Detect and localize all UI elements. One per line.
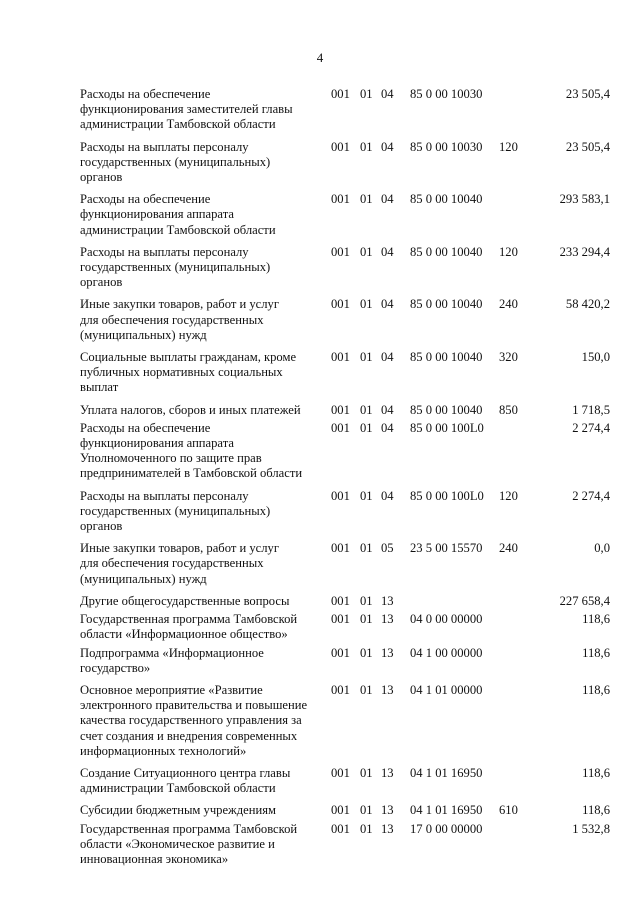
table-row bbox=[80, 541, 610, 587]
section-code: 01 bbox=[360, 612, 373, 627]
expense-name: Социальные выплаты гражданам, кроме публичных нормативных социальных выплат bbox=[80, 350, 297, 395]
admin-code: 001 bbox=[331, 645, 350, 660]
section-code: 01 bbox=[360, 765, 373, 780]
expense-name: Расходы на выплаты персоналу государственных (муниципальных) органов bbox=[80, 244, 271, 290]
section-code: 01 bbox=[360, 645, 373, 660]
table-row bbox=[80, 489, 610, 535]
budget-table bbox=[80, 87, 610, 867]
section-code: 01 bbox=[360, 488, 373, 503]
amount: 118,6 bbox=[582, 682, 610, 697]
expense-name: Расходы на выплаты персоналу государственных (муниципальных) органов bbox=[80, 488, 271, 534]
admin-code: 001 bbox=[331, 682, 350, 697]
expense-type-code: 120 bbox=[499, 488, 518, 503]
amount: 23 505,4 bbox=[565, 139, 610, 154]
section-code: 01 bbox=[360, 192, 373, 207]
target-article-code: 04 0 00 00000 bbox=[410, 612, 483, 627]
subsection-code: 05 bbox=[381, 541, 394, 556]
admin-code: 001 bbox=[331, 612, 350, 627]
admin-code: 001 bbox=[331, 350, 350, 365]
table-row bbox=[80, 766, 610, 796]
table-row bbox=[80, 421, 610, 482]
section-code: 01 bbox=[360, 402, 373, 417]
amount: 23 505,4 bbox=[565, 87, 610, 101]
expense-type-code: 240 bbox=[499, 541, 518, 556]
target-article-code: 85 0 00 10030 bbox=[410, 139, 483, 154]
target-article-code: 17 0 00 00000 bbox=[410, 821, 483, 836]
admin-code: 001 bbox=[331, 541, 350, 556]
expense-name: Государственная программа Тамбовской области «Экономическое развитие и инновационная экономика» bbox=[80, 821, 298, 866]
expense-type-code: 120 bbox=[499, 244, 518, 259]
target-article-code: 85 0 00 10040 bbox=[410, 350, 483, 365]
table-row bbox=[80, 803, 610, 818]
expense-name: Расходы на обеспечение функционирования аппарата администрации Тамбовской области bbox=[80, 192, 276, 237]
subsection-code: 04 bbox=[381, 420, 394, 435]
section-code: 01 bbox=[360, 821, 373, 836]
expense-name: Создание Ситуационного центра главы администрации Тамбовской области bbox=[80, 765, 291, 796]
target-article-code: 85 0 00 10040 bbox=[410, 402, 483, 417]
subsection-code: 13 bbox=[381, 682, 394, 697]
expense-name: Другие общегосударственные вопросы bbox=[80, 593, 290, 608]
admin-code: 001 bbox=[331, 87, 350, 101]
subsection-code: 04 bbox=[381, 192, 394, 207]
table-row bbox=[80, 683, 610, 759]
expense-name: Расходы на обеспечение функционирования заместителей главы администрации Тамбовской области bbox=[80, 87, 293, 132]
table-row bbox=[80, 87, 610, 133]
expense-name: Государственная программа Тамбовской области «Информационное общество» bbox=[80, 612, 298, 642]
table-row bbox=[80, 297, 610, 343]
amount: 227 658,4 bbox=[559, 593, 610, 608]
target-article-code: 04 1 00 00000 bbox=[410, 645, 483, 660]
expense-type-code: 120 bbox=[499, 139, 518, 154]
target-article-code: 85 0 00 10040 bbox=[410, 297, 483, 312]
expense-name: Расходы на обеспечение функционирования аппарата Уполномоченного по защите прав предпринимателей в Тамбовской области bbox=[80, 420, 303, 481]
expense-name: Иные закупки товаров, работ и услуг для обеспечения государственных (муниципальных) нужд bbox=[80, 541, 280, 586]
table-row bbox=[80, 140, 610, 186]
admin-code: 001 bbox=[331, 420, 350, 435]
expense-name: Уплата налогов, сборов и иных платежей bbox=[80, 402, 301, 417]
subsection-code: 13 bbox=[381, 612, 394, 627]
amount: 118,6 bbox=[582, 612, 610, 627]
subsection-code: 04 bbox=[381, 139, 394, 154]
admin-code: 001 bbox=[331, 244, 350, 259]
expense-type-code: 850 bbox=[499, 402, 518, 417]
expense-name: Расходы на выплаты персоналу государственных (муниципальных) органов bbox=[80, 139, 271, 185]
amount: 233 294,4 bbox=[559, 244, 610, 259]
admin-code: 001 bbox=[331, 488, 350, 503]
subsection-code: 13 bbox=[381, 645, 394, 660]
amount: 293 583,1 bbox=[559, 192, 610, 207]
expense-type-code: 240 bbox=[499, 297, 518, 312]
admin-code: 001 bbox=[331, 593, 350, 608]
expense-name: Субсидии бюджетным учреждениям bbox=[80, 803, 276, 818]
table-row bbox=[80, 594, 610, 609]
amount: 58 420,2 bbox=[565, 297, 610, 312]
target-article-code: 04 1 01 16950 bbox=[410, 803, 483, 818]
target-article-code: 04 1 01 16950 bbox=[410, 765, 483, 780]
subsection-code: 04 bbox=[381, 297, 394, 312]
subsection-code: 13 bbox=[381, 765, 394, 780]
amount: 2 274,4 bbox=[572, 420, 610, 435]
target-article-code: 85 0 00 10030 bbox=[410, 87, 483, 101]
section-code: 01 bbox=[360, 139, 373, 154]
section-code: 01 bbox=[360, 803, 373, 818]
table-row bbox=[80, 403, 610, 418]
target-article-code: 85 0 00 100L0 bbox=[410, 420, 484, 435]
target-article-code: 85 0 00 100L0 bbox=[410, 488, 484, 503]
subsection-code: 04 bbox=[381, 87, 394, 101]
expense-type-code: 320 bbox=[499, 350, 518, 365]
section-code: 01 bbox=[360, 682, 373, 697]
subsection-code: 04 bbox=[381, 350, 394, 365]
amount: 118,6 bbox=[582, 645, 610, 660]
expense-type-code: 610 bbox=[499, 803, 518, 818]
page-number: 4 bbox=[316, 50, 324, 65]
table-row bbox=[80, 245, 610, 291]
subsection-code: 13 bbox=[381, 821, 394, 836]
table-row bbox=[80, 192, 610, 238]
amount: 2 274,4 bbox=[572, 488, 610, 503]
expense-name: Подпрограмма «Информационное государство» bbox=[80, 645, 264, 675]
section-code: 01 bbox=[360, 350, 373, 365]
target-article-code: 04 1 01 00000 bbox=[410, 682, 483, 697]
section-code: 01 bbox=[360, 87, 373, 101]
table-row bbox=[80, 646, 610, 676]
amount: 118,6 bbox=[582, 803, 610, 818]
amount: 150,0 bbox=[581, 350, 610, 365]
admin-code: 001 bbox=[331, 821, 350, 836]
section-code: 01 bbox=[360, 297, 373, 312]
admin-code: 001 bbox=[331, 139, 350, 154]
amount: 1 718,5 bbox=[572, 402, 610, 417]
admin-code: 001 bbox=[331, 297, 350, 312]
target-article-code: 23 5 00 15570 bbox=[410, 541, 483, 556]
subsection-code: 04 bbox=[381, 402, 394, 417]
subsection-code: 13 bbox=[381, 593, 394, 608]
section-code: 01 bbox=[360, 420, 373, 435]
amount: 118,6 bbox=[582, 765, 610, 780]
subsection-code: 04 bbox=[381, 244, 394, 259]
admin-code: 001 bbox=[331, 803, 350, 818]
admin-code: 001 bbox=[331, 402, 350, 417]
subsection-code: 04 bbox=[381, 488, 394, 503]
subsection-code: 13 bbox=[381, 803, 394, 818]
table-row bbox=[80, 350, 610, 396]
amount: 0,0 bbox=[594, 541, 610, 556]
admin-code: 001 bbox=[331, 765, 350, 780]
table-row bbox=[80, 822, 610, 868]
target-article-code: 85 0 00 10040 bbox=[410, 244, 483, 259]
target-article-code: 85 0 00 10040 bbox=[410, 192, 483, 207]
admin-code: 001 bbox=[331, 192, 350, 207]
expense-name: Иные закупки товаров, работ и услуг для обеспечения государственных (муниципальных) нужд bbox=[80, 297, 280, 342]
expense-name: Основное мероприятие «Развитие электронного правительства и повышение качества государственного управления за счет создания и внедрения современных информационных технологий» bbox=[80, 682, 308, 758]
section-code: 01 bbox=[360, 541, 373, 556]
section-code: 01 bbox=[360, 244, 373, 259]
table-row bbox=[80, 612, 610, 642]
amount: 1 532,8 bbox=[572, 821, 610, 836]
section-code: 01 bbox=[360, 593, 373, 608]
